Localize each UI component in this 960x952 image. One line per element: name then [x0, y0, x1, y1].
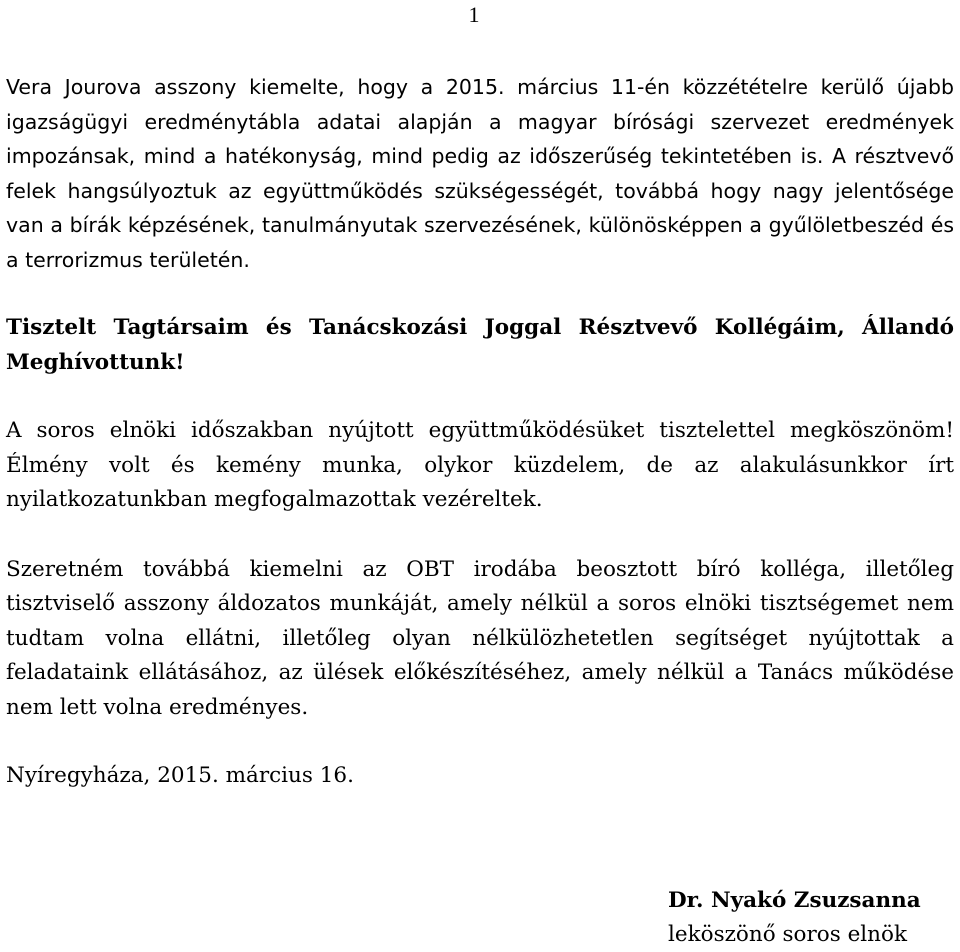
place-and-date: Nyíregyháza, 2015. március 16.: [6, 763, 354, 788]
signatory-title: leköszönő soros elnök: [668, 922, 907, 947]
paragraph-thanks: A soros elnöki időszakban nyújtott együttműködésüket tisztelettel megköszönöm! Élmény volt és kemény munka, olykor küzdelem, de az alakulásunkkor írt nyilatkozatunkban megfogalmazottak vezéreltek.: [6, 418, 954, 512]
signature-block: [668, 884, 921, 952]
signatory-name: Dr. Nyakó Zsuzsanna: [668, 888, 921, 913]
document-body: [6, 70, 954, 794]
page-number: 1: [468, 2, 480, 27]
paragraph-salutation: Tisztelt Tagtársaim és Tanácskozási Joggal Résztvevő Kollégáim, Állandó Meghívottunk!: [6, 315, 954, 375]
paragraph-acknowledgement: Szeretném továbbá kiemelni az OBT irodába beosztott bíró kolléga, illetőleg tisztviselő asszony áldozatos munkáját, amely nélkül a soros elnöki tisztségemet nem tudtam volna ellátni, illetőleg olyan nélkülözhetetlen segítséget nyújtottak a feladataink ellátásához, az ülések előkészítéséhez, amely nélkül a Tanács működése nem lett volna eredményes.: [6, 556, 954, 720]
paragraph-jourova-statement: Vera Jourova asszony kiemelte, hogy a 2015. március 11-én közzétételre kerülő újabb igazságügyi eredménytábla adatai alapján a magyar bírósági szervezet eredmények impozánsak, mind a hatékonyság, mind pedig az időszerűség tekintetében is. A résztvevő felek hangsúlyoztuk az együttműködés szükségességét, továbbá hogy nagy jelentősége van a bírák képzésének, tanulmányutak szervezésének, különösképpen a gyűlöletbeszéd és a terrorizmus területén.: [6, 75, 954, 272]
